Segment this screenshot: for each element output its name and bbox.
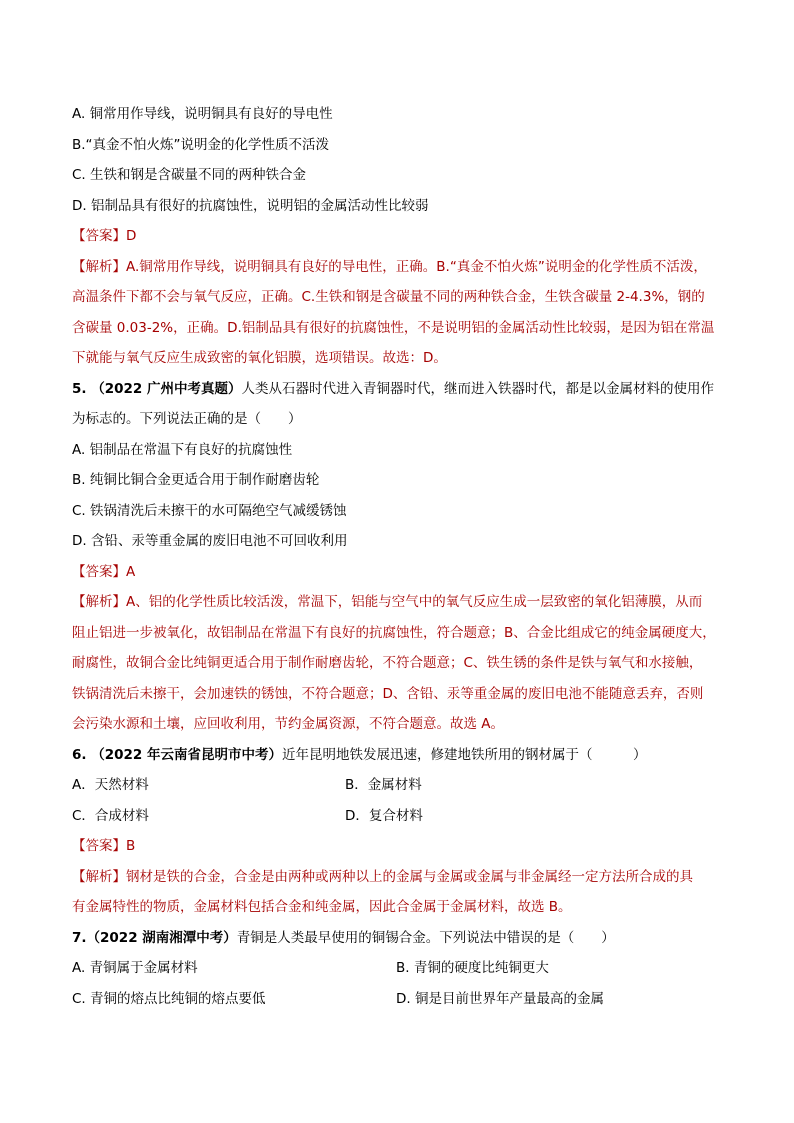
q5-option-a: A. 铝制品在常温下有良好的抗腐蚀性	[72, 441, 293, 458]
q5-analysis-line-1: 【解析】A、铝的化学性质比较活泼，常温下，铝能与空气中的氧气反应生成一层致密的氧化铝薄膜，从而	[72, 594, 703, 610]
q6-options-row-2	[72, 801, 732, 832]
q7-option-c: C. 青铜的熔点比纯铜的熔点要低	[72, 990, 266, 1007]
q5-option-d: D. 含铅、汞等重金属的废旧电池不可回收利用	[72, 533, 348, 549]
q7-stem	[72, 923, 732, 954]
q6-answer: 【答案】B	[72, 838, 136, 854]
q5-answer: 【答案】A	[72, 563, 136, 580]
q4-analysis-line-2: 高温条件下都不会与氧气反应，正确。C.生铁和钢是含碳量不同的两种铁合金，生铁含碳量 2-4.3%，钢的	[72, 289, 705, 305]
q5-analysis-line-4: 铁锅清洗后未擦干，会加速铁的锈蚀，不符合题意；D、含铅、汞等重金属的废旧电池不能随意丢弃，否则	[72, 685, 704, 702]
q4-option-c: C. 生铁和钢是含碳量不同的两种铁合金	[72, 167, 307, 183]
q4-analysis-line-1: 【解析】A.铜常用作导线，说明铜具有良好的导电性，正确。B.“真金不怕火炼”说明金的化学性质不活泼，	[72, 258, 707, 275]
q7-option-b: B. 青铜的硬度比纯铜更大	[396, 960, 549, 976]
q7-options-row-1	[72, 953, 732, 984]
q6-analysis-line-2: 有金属特性的物质，金属材料包括合金和纯金属，因此合金属于金属材料，故选 B。	[72, 899, 572, 915]
q6-source: 6. （2022 年云南省昆明市中考）	[72, 746, 282, 763]
q6-options-row-1	[72, 770, 732, 801]
q5-option-b: B. 纯铜比铜合金更适合用于制作耐磨齿轮	[72, 472, 320, 488]
q5-source: 5. （2022 广州中考真题）	[72, 380, 242, 397]
q5-analysis-line-5: 会污染水源和土壤，应回收利用，节约金属资源，不符合题意。故选 A。	[72, 716, 505, 732]
q6-stem-text: 近年昆明地铁发展迅速，修建地铁所用的钢材属于（ ）	[282, 746, 647, 763]
q7-option-a: A. 青铜属于金属材料	[72, 960, 198, 976]
q7-option-d: D. 铜是目前世界年产量最高的金属	[396, 990, 604, 1007]
q6-option-a: A．天然材料	[72, 777, 149, 793]
q4-option-d: D. 铝制品具有很好的抗腐蚀性，说明铝的金属活动性比较弱	[72, 197, 429, 214]
q5-analysis-line-2: 阻止铝进一步被氧化，故铝制品在常温下有良好的抗腐蚀性，符合题意；B、合金比组成它的纯金属硬度大，	[72, 624, 716, 641]
document-content	[72, 99, 732, 1014]
q6-option-c: C．合成材料	[72, 807, 149, 824]
q5-analysis-line-3: 耐腐性，故铜合金比纯铜更适合用于制作耐磨齿轮，不符合题意；C、铁生锈的条件是铁与氧气和水接触，	[72, 655, 703, 671]
q6-option-b: B．金属材料	[345, 777, 422, 793]
q6-analysis-line-1: 【解析】钢材是铁的合金，合金是由两种或两种以上的金属与金属或金属与非金属经一定方法所合成的具	[72, 868, 693, 885]
q4-option-a: A. 铜常用作导线，说明铜具有良好的导电性	[72, 106, 333, 122]
q5-option-c: C. 铁锅清洗后未擦干的水可隔绝空气减缓锈蚀	[72, 502, 347, 519]
q4-analysis-line-3: 含碳量 0.03-2%，正确。D.铝制品具有很好的抗腐蚀性，不是说明铝的金属活动性比较弱，是因为铝在常温	[72, 319, 715, 336]
q7-stem-text: 青铜是人类最早使用的铜锡合金。下列说法中错误的是（ ）	[236, 929, 615, 946]
q5-stem-line-1: 人类从石器时代进入青铜器时代，继而进入铁器时代，都是以金属材料的使用作	[241, 380, 714, 397]
q6-stem	[72, 740, 732, 771]
q6-option-d: D．复合材料	[345, 807, 423, 824]
q5-stem-line-2: 为标志的。下列说法正确的是（ ）	[72, 411, 302, 427]
q7-source: 7.（2022 湖南湘潭中考）	[72, 929, 237, 946]
q7-options-row-2	[72, 984, 732, 1015]
q4-option-b: B.“真金不怕火炼”说明金的化学性质不活泼	[72, 136, 330, 153]
q5-stem	[72, 374, 732, 405]
q4-analysis-line-4: 下就能与氧气反应生成致密的氧化铝膜，选项错误。故选：D。	[72, 350, 447, 366]
q4-answer: 【答案】D	[72, 228, 137, 244]
